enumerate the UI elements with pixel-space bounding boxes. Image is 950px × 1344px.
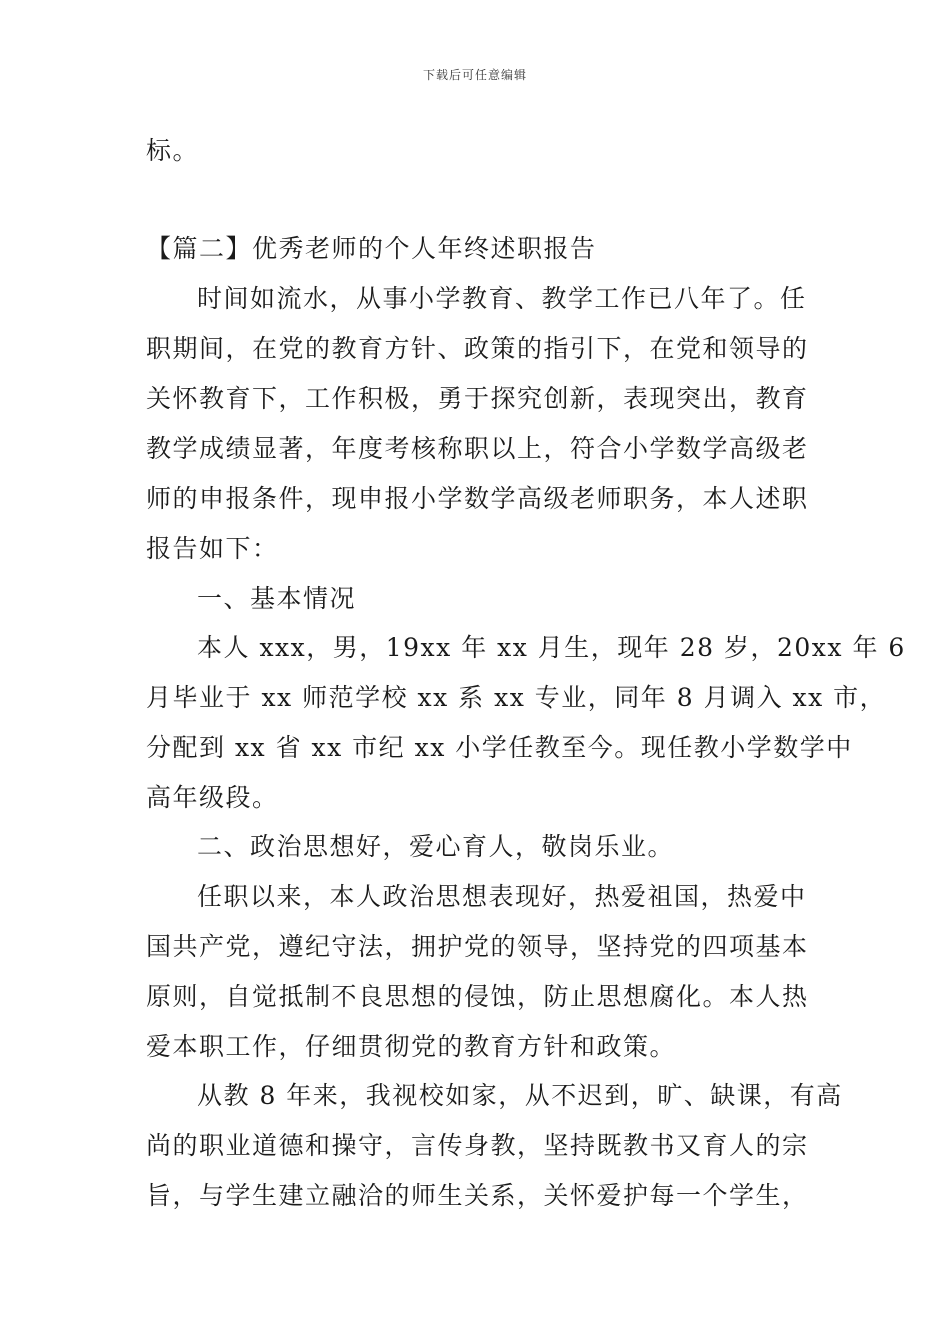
subheading: 二、政治思想好，爱心育人，敬岗乐业。 <box>197 832 675 861</box>
text-line: 爱本职工作，仔细贯彻党的教育方针和政策。 <box>146 1032 677 1061</box>
text-line: 报告如下： <box>146 534 279 563</box>
subheading: 一、基本情况 <box>197 584 357 613</box>
page-header-note: 下载后可任意编辑 <box>422 68 527 82</box>
text-line: 从教 8 年来，我视校如家，从不迟到，旷、缺课，有高 <box>197 1081 843 1110</box>
text-line: 国共产党，遵纪守法，拥护党的领导，坚持党的四项基本 <box>146 932 809 961</box>
text-line: 旨，与学生建立融洽的师生关系，关怀爱护每一个学生， <box>146 1181 809 1210</box>
text-line: 关怀教育下，工作积极，勇于探究创新，表现突出，教育 <box>146 384 809 413</box>
text-line: 师的申报条件，现申报小学数学高级老师职务，本人述职 <box>146 484 809 513</box>
text-line: 教学成绩显著，年度考核称职以上，符合小学数学高级老 <box>146 434 809 463</box>
text-line: 任职以来，本人政治思想表现好，热爱祖国，热爱中 <box>197 882 807 911</box>
text-line: 高年级段。 <box>146 783 279 812</box>
text-line: 本人 xxx，男，19xx 年 xx 月生，现年 28 岁，20xx 年 6 <box>197 633 906 662</box>
text-line: 尚的职业道德和操守，言传身教，坚持既教书又育人的宗 <box>146 1131 809 1160</box>
section-heading: 【篇二】优秀老师的个人年终述职报告 <box>146 234 597 263</box>
text-line: 原则，自觉抵制不良思想的侵蚀，防止思想腐化。本人热 <box>146 982 809 1011</box>
text-line: 分配到 xx 省 xx 市纪 xx 小学任教至今。现任教小学数学中 <box>146 733 853 762</box>
text-line: 时间如流水，从事小学教育、教学工作已八年了。任 <box>197 284 807 313</box>
text-line: 职期间，在党的教育方针、政策的指引下，在党和领导的 <box>146 334 809 363</box>
text-line: 月毕业于 xx 师范学校 xx 系 xx 专业，同年 8 月调入 xx 市， <box>146 683 887 712</box>
text-line: 标。 <box>146 136 200 165</box>
